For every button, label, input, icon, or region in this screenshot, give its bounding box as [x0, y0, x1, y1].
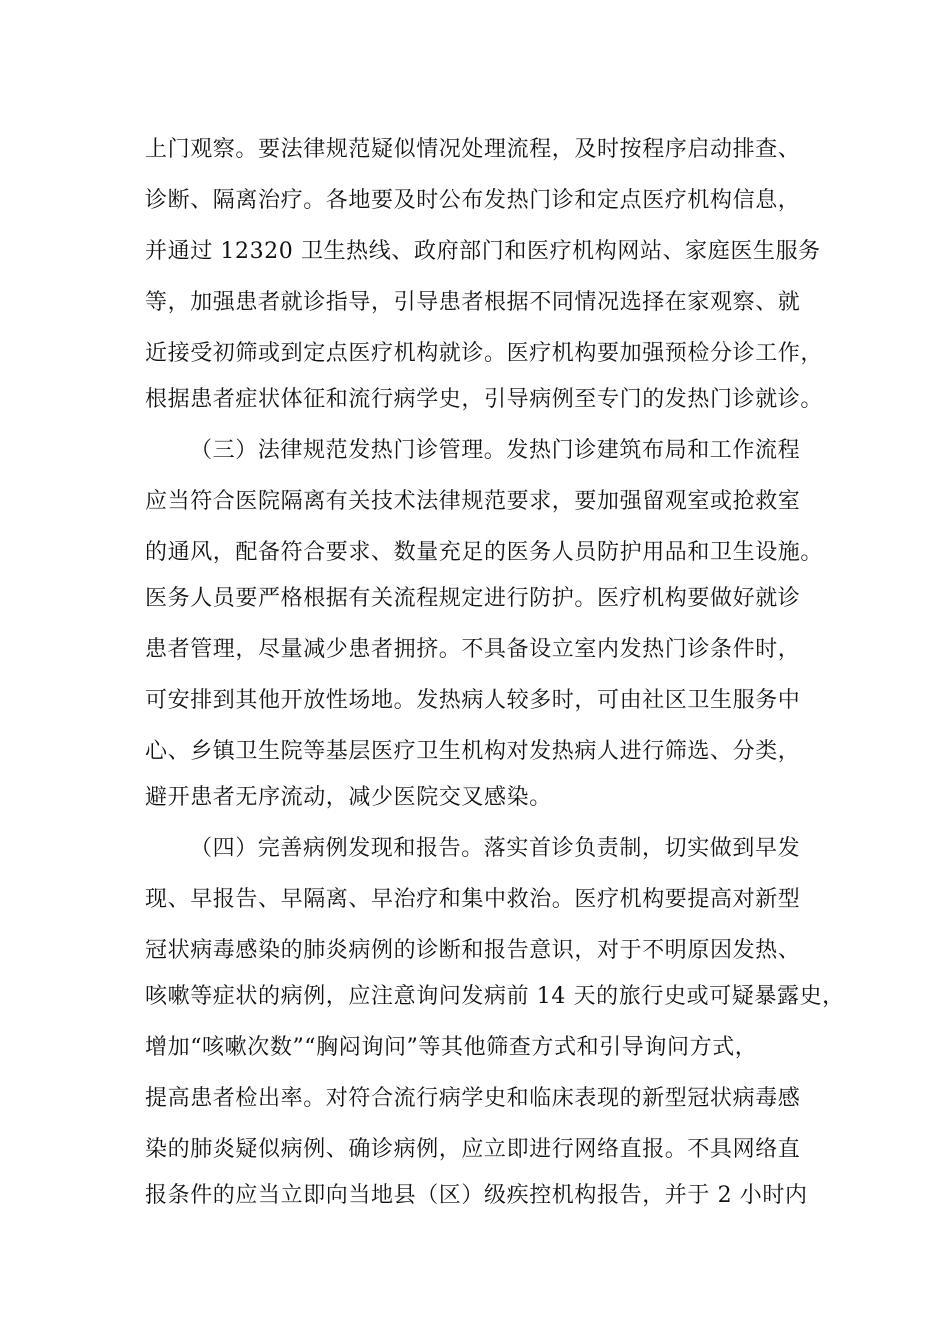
text-line: 上门观察。要法律规范疑似情况处理流程，及时按程序启动排查、: [145, 137, 801, 162]
section-3-heading-line: （三）法律规范发热门诊管理。发热门诊建筑布局和工作流程: [190, 438, 801, 463]
text-line: 患者管理，尽量减少患者拥挤。不具备设立室内发热门诊条件时，: [145, 637, 801, 662]
text-line: 并通过 12320 卫生热线、政府部门和医疗机构网站、家庭医生服务: [145, 239, 821, 264]
text-line: 根据患者症状体征和流行病学史，引导病例至专门的发热门诊就诊。: [145, 387, 824, 412]
text-line: 冠状病毒感染的肺炎病例的诊断和报告意识，对于不明原因发热、: [145, 938, 801, 963]
text-line: 应当符合医院隔离有关技术法律规范要求，要加强留观室或抢救室: [145, 489, 801, 514]
section-4-heading-line: （四）完善病例发现和报告。落实首诊负责制，切实做到早发: [190, 836, 801, 861]
text-line: 心、乡镇卫生院等基层医疗卫生机构对发热病人进行筛选、分类，: [145, 739, 801, 764]
text-line: 可安排到其他开放性场地。发热病人较多时，可由社区卫生服务中: [145, 688, 801, 713]
text-line: 增加“咳嗽次数”“胸闷询问”等其他筛查方式和引导询问方式，: [145, 1035, 758, 1060]
text-line: 医务人员要严格根据有关流程规定进行防护。医疗机构要做好就诊: [145, 586, 801, 611]
text-line: 提高患者检出率。对符合流行病学史和临床表现的新型冠状病毒感: [145, 1086, 801, 1111]
text-line: 近接受初筛或到定点医疗机构就诊。医疗机构要加强预检分诊工作，: [145, 341, 824, 366]
text-line: 诊断、隔离治疗。各地要及时公布发热门诊和定点医疗机构信息，: [145, 188, 801, 213]
text-line: 咳嗽等症状的病例，应注意询问发病前 14 天的旅行史或可疑暴露史，: [145, 984, 845, 1009]
text-line: 报条件的应当立即向当地县（区）级疾控机构报告，并于 2 小时内: [145, 1183, 808, 1208]
text-line: 染的肺炎疑似病例、确诊病例，应立即进行网络直报。不具网络直: [145, 1137, 801, 1162]
text-line: 等，加强患者就诊指导，引导患者根据不同情况选择在家观察、就: [145, 290, 801, 315]
text-line: 现、早报告、早隔离、早治疗和集中救治。医疗机构要提高对新型: [145, 887, 801, 912]
text-line: 的通风，配备符合要求、数量充足的医务人员防护用品和卫生设施。: [145, 540, 824, 565]
text-line: 避开患者无序流动，减少医院交叉感染。: [145, 785, 552, 810]
